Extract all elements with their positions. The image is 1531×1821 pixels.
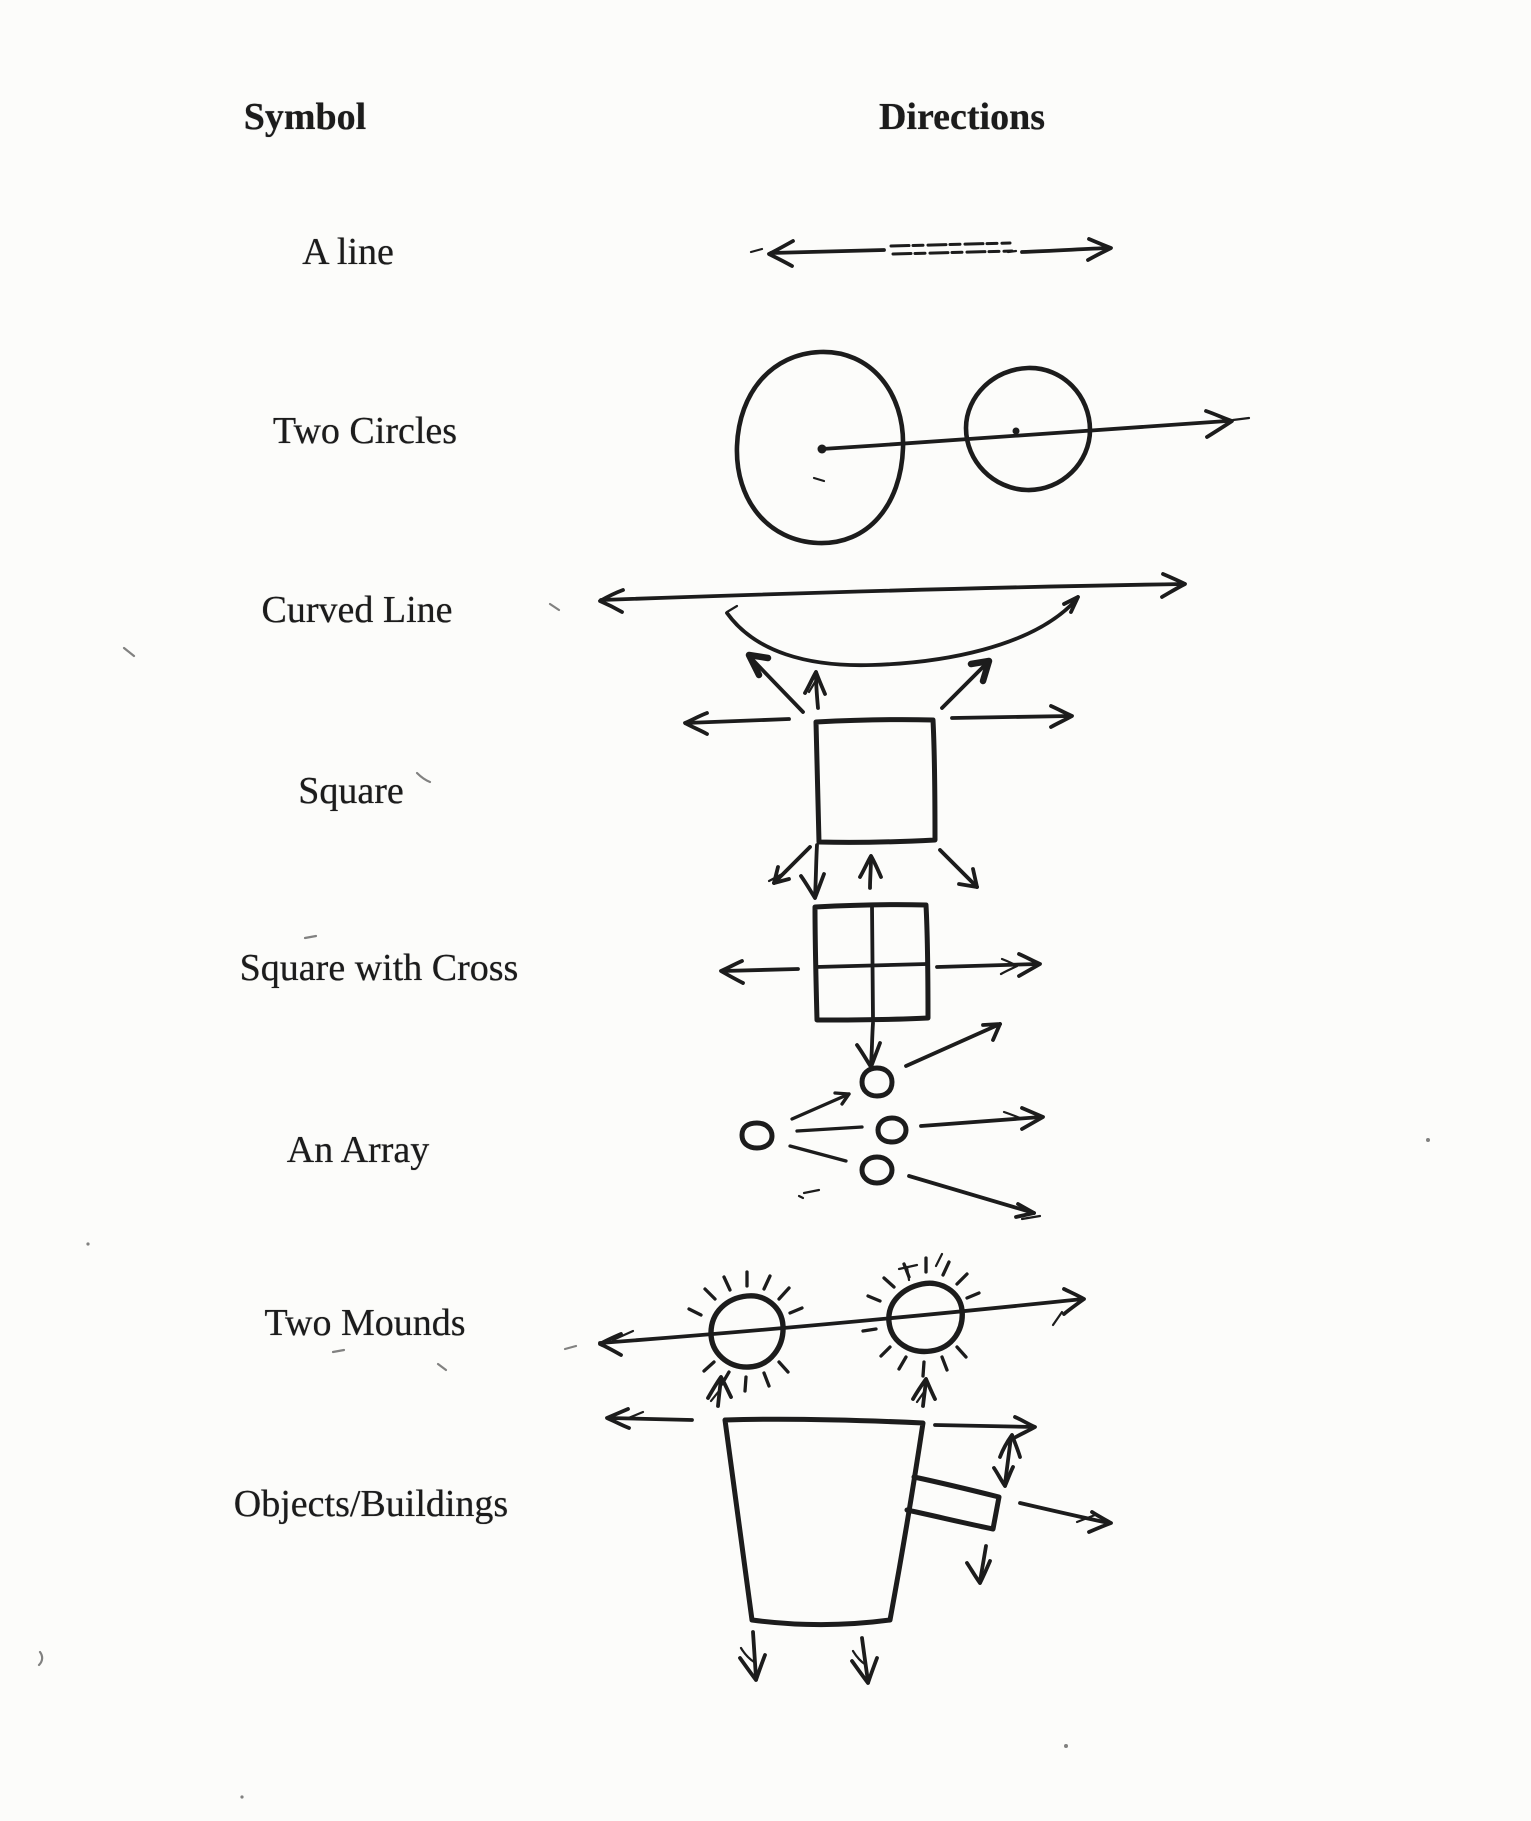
row-label-square-with-cross: Square with Cross xyxy=(239,947,519,989)
two-circles-symbol-icon xyxy=(737,352,1249,543)
objects-buildings-symbol-icon xyxy=(607,1409,1111,1683)
square-with-cross-symbol-icon xyxy=(721,856,1040,1067)
scan-stray-marks xyxy=(39,604,1430,1799)
square-symbol-icon xyxy=(685,655,1072,898)
row-label-two-circles: Two Circles xyxy=(272,410,458,452)
row-label-two-mounds: Two Mounds xyxy=(264,1302,466,1344)
row-label-square: Square xyxy=(298,770,404,812)
curved-line-symbol-icon xyxy=(600,574,1185,665)
row-label-objects-buildings: Objects/Buildings xyxy=(233,1483,509,1525)
row-label-curved-line: Curved Line xyxy=(261,589,453,631)
row-label-an-array: An Array xyxy=(286,1129,430,1171)
a-line-symbol-icon xyxy=(751,239,1111,266)
row-label-a-line: A line xyxy=(302,231,394,273)
symbol-column-header: Symbol xyxy=(243,96,367,138)
an-array-symbol-icon xyxy=(742,1024,1043,1219)
directions-column-header: Directions xyxy=(878,96,1046,138)
two-mounds-symbol-icon xyxy=(600,1254,1084,1406)
